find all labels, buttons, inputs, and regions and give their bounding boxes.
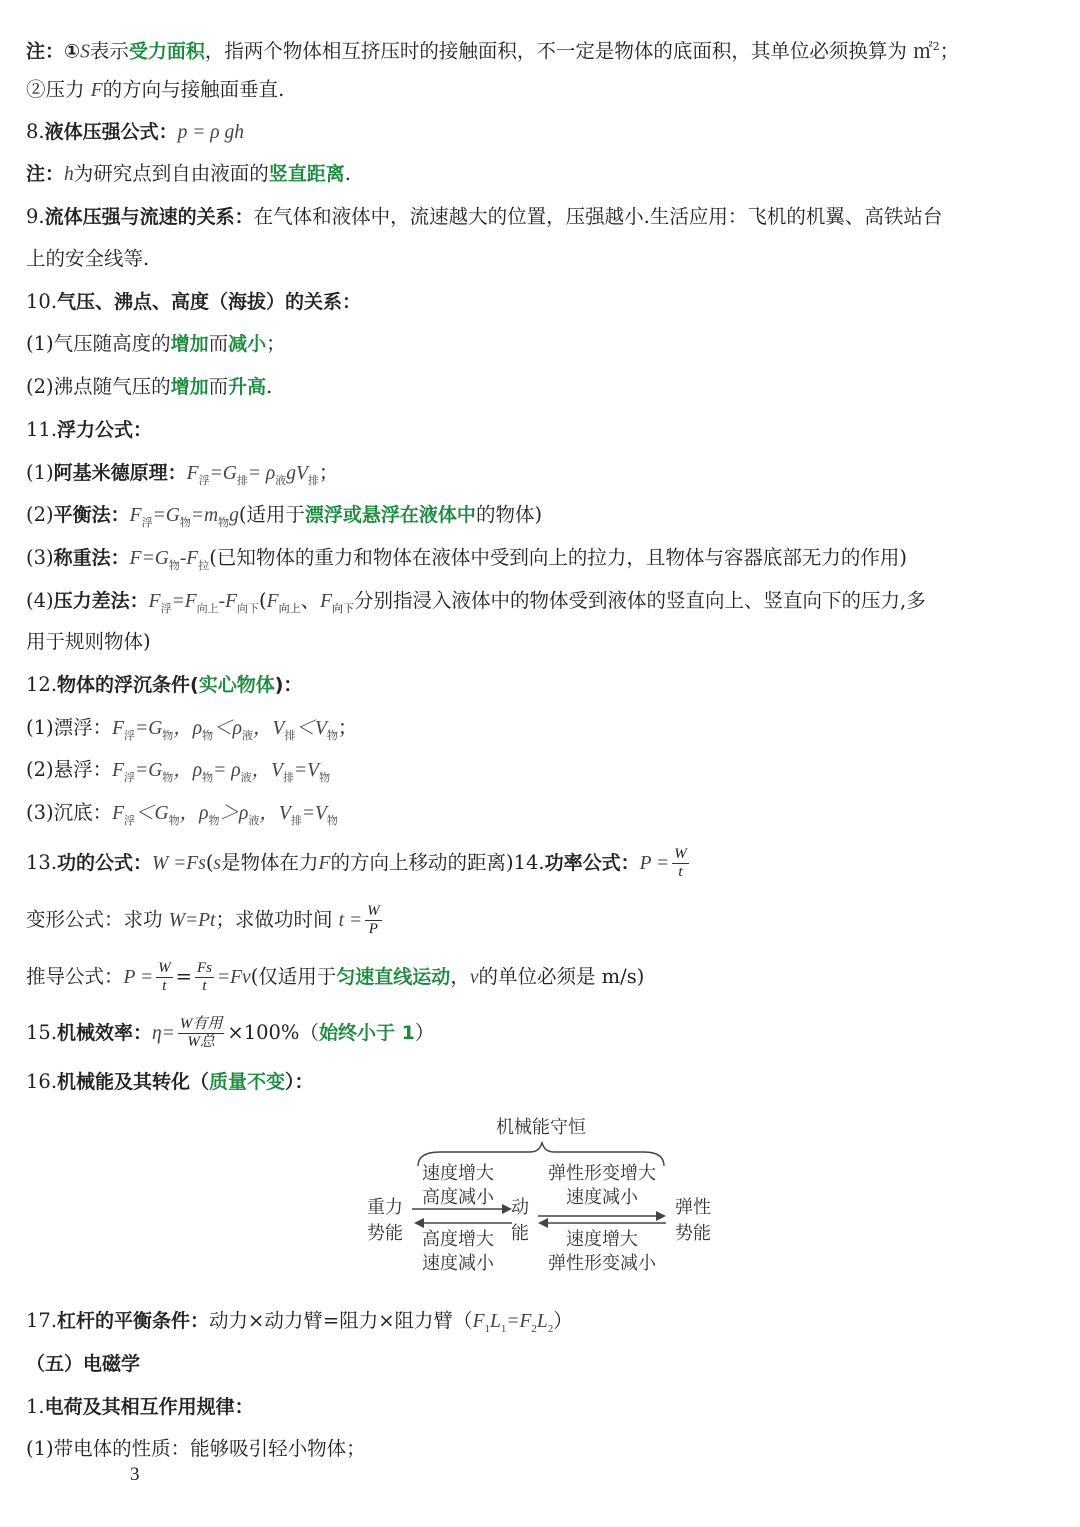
item-11 xyxy=(26,416,1058,444)
formula: gV xyxy=(286,463,308,484)
numerator: W有用 xyxy=(179,1016,223,1032)
text: 推导公式： xyxy=(26,965,124,988)
item-10-1 xyxy=(26,330,1058,358)
text: 的方向上移动的距离)14. xyxy=(330,851,545,874)
subscript: 物 xyxy=(162,729,174,742)
subscript: 向下 xyxy=(237,602,260,615)
label-a1: 速度增大 xyxy=(422,1163,494,1184)
text: (1)气压随高度的 xyxy=(26,332,171,355)
item-11-2 xyxy=(26,501,1058,537)
fraction-fs-over-t xyxy=(195,960,214,995)
subscript: 2 xyxy=(547,1322,554,1335)
subscript: 排 xyxy=(236,474,248,487)
item-heading: 机械效率： xyxy=(57,1022,153,1044)
fraction-w-over-t-2 xyxy=(156,960,173,995)
subscript: 浮 xyxy=(160,602,172,615)
subscript: 向上 xyxy=(278,601,301,615)
text: 分别指浸入液体中的物体受到液体的竖直向上、竖直向下的压力,多 xyxy=(354,589,926,612)
denominator: W总 xyxy=(187,1034,215,1050)
subscript: 1 xyxy=(500,1322,507,1335)
text: 、 xyxy=(300,589,321,612)
section-heading xyxy=(26,1350,1058,1378)
formula: F xyxy=(112,803,125,824)
numerator: W xyxy=(367,903,380,919)
power-derivation-line xyxy=(26,960,1058,995)
text: (已知物体的重力和物体在液体中受到向上的拉力，且物体与容器底部无力的作用) xyxy=(209,546,907,569)
text: ； xyxy=(318,461,339,484)
text: 用于规则物体) xyxy=(26,630,151,653)
item-number: 11. xyxy=(26,418,58,441)
item-12 xyxy=(26,671,1058,699)
text: (2)沸点随气压的 xyxy=(26,375,171,398)
formula: ＜V xyxy=(295,718,327,739)
note-label: 注： xyxy=(26,163,65,185)
numerator: W xyxy=(158,960,171,976)
label-c1: 弹性形变增大 xyxy=(548,1163,656,1184)
label-a2: 高度减小 xyxy=(422,1187,494,1208)
formula: =G xyxy=(209,463,237,484)
node-kinetic-1: 动 xyxy=(511,1197,529,1218)
text: 的方向与接触面垂直. xyxy=(102,78,285,101)
item-heading: ）： xyxy=(285,1071,314,1093)
formula: ，V xyxy=(259,803,291,824)
item-heading: 流体压强与流速的关系： xyxy=(44,206,254,228)
text: ；求做功时间 xyxy=(215,908,333,931)
text: (适用于 xyxy=(238,503,305,526)
energy-conversion-diagram xyxy=(360,1112,720,1292)
subscript: 液 xyxy=(248,814,260,827)
highlight: 升高 xyxy=(228,376,267,398)
formula: p = ρ gh xyxy=(177,122,245,143)
label-d2: 弹性形变减小 xyxy=(548,1253,656,1274)
text: (3)沉底： xyxy=(26,801,113,824)
formula: v xyxy=(469,967,479,988)
item-heading: 功的公式： xyxy=(57,852,153,874)
formula: ，ρ xyxy=(173,718,203,739)
note-force-line xyxy=(26,76,1058,104)
text: ( xyxy=(259,589,267,612)
denominator: t xyxy=(678,864,683,880)
item-heading: 浮力公式： xyxy=(57,419,153,441)
formula: W =Fs xyxy=(152,853,206,874)
item-10-2 xyxy=(26,373,1058,401)
numerator: W xyxy=(674,846,687,862)
sub-heading: 压力差法： xyxy=(53,590,149,612)
text: = xyxy=(175,965,192,988)
formula: =m xyxy=(190,505,219,526)
text: ； xyxy=(939,39,960,63)
numerator: Fs xyxy=(196,960,212,976)
formula: η= xyxy=(152,1023,175,1044)
node-elastic-2: 势能 xyxy=(675,1223,711,1244)
arrow-head-left-1 xyxy=(414,1218,424,1228)
highlight: 始终小于 1 xyxy=(318,1022,415,1044)
formula: L xyxy=(489,1311,501,1332)
diagram-title: 机械能守恒 xyxy=(496,1117,586,1138)
subscript: 物 xyxy=(326,729,338,742)
text: 在气体和液体中，流速越大的位置，压强越小.生活应用：飞机的机翼、高铁站台 xyxy=(253,205,943,228)
text: 是物体在力 xyxy=(221,851,319,874)
subscript: 浮 xyxy=(124,771,136,784)
formula: =G xyxy=(152,505,180,526)
formula: F xyxy=(129,505,142,526)
highlight: 竖直距离 xyxy=(268,163,345,185)
denominator: t xyxy=(202,978,207,994)
formula: =G xyxy=(135,718,163,739)
formula: ，ρ xyxy=(173,760,203,781)
formula: ＞ρ xyxy=(219,803,249,824)
em-item-1-1 xyxy=(26,1435,1058,1462)
item-17 xyxy=(26,1307,1058,1343)
item-heading: 机械能及其转化（ xyxy=(57,1071,210,1093)
formula: F xyxy=(266,591,279,612)
subscript: 排 xyxy=(284,729,296,742)
item-heading: )： xyxy=(274,674,303,696)
formula: ，ρ xyxy=(179,803,209,824)
subscript: 物 xyxy=(202,729,214,742)
formula: F xyxy=(148,591,161,612)
subscript: 向下 xyxy=(332,601,355,615)
sub-heading: 阿基米德原理： xyxy=(53,462,187,484)
em-item-1 xyxy=(26,1393,1058,1421)
formula: F xyxy=(318,853,331,874)
item-number: 9. xyxy=(26,205,45,228)
text: 的单位必须是 m/s) xyxy=(478,965,645,988)
item-number: 15. xyxy=(26,1021,58,1044)
item-number: 13. xyxy=(26,851,58,874)
item-15 xyxy=(26,1016,1058,1051)
fraction-w-over-p xyxy=(365,903,382,938)
label-b2: 速度减小 xyxy=(422,1253,494,1274)
note-area-line: 注：①S表示受力面积，指两个物体相互挤压时的接触面积，不一定是物体的底面积，其单位必须换算为 ㎡$^2$； xyxy=(26,39,960,63)
text: (2)悬浮： xyxy=(26,758,113,781)
formula: ＜G xyxy=(135,803,169,824)
highlight: 质量不变 xyxy=(209,1071,286,1093)
formula: L xyxy=(536,1311,548,1332)
item-heading: 电荷及其相互作用规律： xyxy=(44,1396,254,1418)
subscript: 物 xyxy=(326,814,338,827)
subscript: 物 xyxy=(162,771,174,784)
text: 表示 xyxy=(89,39,129,63)
subscript: 浮 xyxy=(198,474,210,487)
item-heading: 功率公式： xyxy=(544,852,640,874)
formula: F xyxy=(186,463,199,484)
node-gravity-2: 势能 xyxy=(367,1223,403,1244)
highlight: 增加 xyxy=(170,376,209,398)
formula: ，V xyxy=(251,760,283,781)
text: 上的安全线等. xyxy=(26,247,150,270)
section-title: （五）电磁学 xyxy=(26,1353,141,1375)
subscript: 物 xyxy=(208,814,220,827)
subscript: 排 xyxy=(307,474,319,487)
highlight: 漂浮或悬浮在液体中 xyxy=(304,504,476,526)
text: 动力×动力臂=阻力×阻力臂（ xyxy=(209,1309,473,1332)
subscript: 物 xyxy=(179,516,191,529)
label-b1: 高度增大 xyxy=(422,1229,494,1250)
formula: ＜ρ xyxy=(213,718,243,739)
formula: P = xyxy=(123,967,154,988)
text: 变形公式：求功 xyxy=(26,908,163,931)
node-gravity-1: 重力 xyxy=(367,1197,403,1218)
formula: = ρ xyxy=(247,463,276,484)
text: ； xyxy=(337,716,358,739)
subscript: 排 xyxy=(283,771,294,784)
subscript: 物 xyxy=(168,559,180,572)
item-number: 8. xyxy=(26,120,45,143)
text: 的物体) xyxy=(475,503,543,526)
text: ， xyxy=(450,965,470,988)
text: (2) xyxy=(26,503,54,526)
text: ； xyxy=(266,332,286,355)
fraction-efficiency xyxy=(178,1016,225,1051)
subscript: 液 xyxy=(240,771,252,784)
var-h: h xyxy=(64,164,74,185)
subscript: 物 xyxy=(218,516,230,529)
text: (1)带电体的性质：能够吸引轻小物体； xyxy=(26,1437,366,1460)
highlight: 受力面积 xyxy=(128,40,205,63)
var-s: S xyxy=(80,41,90,63)
text: 为研究点到自由液面的 xyxy=(73,162,269,185)
label-c2: 速度减小 xyxy=(566,1187,638,1208)
item-heading: 液体压强公式： xyxy=(44,121,178,143)
subscript: 浮 xyxy=(124,729,136,742)
formula: t = xyxy=(338,910,363,931)
node-elastic-1: 弹性 xyxy=(675,1197,711,1218)
text: . xyxy=(344,162,351,185)
item-12-3 xyxy=(26,799,1058,835)
text: ×100%（ xyxy=(227,1021,319,1044)
formula: F xyxy=(472,1311,485,1332)
formula: F xyxy=(112,760,125,781)
text: (仅适用于 xyxy=(250,965,337,988)
formula: =G xyxy=(141,548,169,569)
item-number: 17. xyxy=(26,1309,58,1332)
formula: =V xyxy=(294,760,320,781)
sub-heading: 平衡法： xyxy=(53,504,130,526)
subscript: 液 xyxy=(275,474,287,487)
denominator: t xyxy=(162,978,167,994)
item-9-cont xyxy=(26,245,1058,272)
formula: =F xyxy=(506,1311,532,1332)
subscript: 浮 xyxy=(141,516,153,529)
text: (1)漂浮： xyxy=(26,716,113,739)
formula: F xyxy=(129,548,142,569)
formula: s xyxy=(213,853,222,874)
item-11-1 xyxy=(26,459,1058,495)
formula: =V xyxy=(301,803,327,824)
subscript: 物 xyxy=(168,814,180,827)
item-8 xyxy=(26,118,1058,146)
var-f: F xyxy=(90,80,103,101)
subscript: 2 xyxy=(531,1322,537,1335)
subscript: 拉 xyxy=(198,559,210,572)
item-number: 1. xyxy=(26,1395,45,1418)
subscript: 向上 xyxy=(196,602,219,615)
text: (3) xyxy=(26,546,54,569)
fraction-w-over-t xyxy=(672,846,689,881)
formula: =F xyxy=(171,591,197,612)
text: . xyxy=(266,375,273,398)
highlight: 实心物体 xyxy=(198,674,275,696)
highlight: 增加 xyxy=(170,333,209,355)
subscript: 排 xyxy=(290,814,302,827)
formula: W=Pt xyxy=(168,910,216,931)
note-depth-line xyxy=(26,160,1058,188)
text: ） xyxy=(553,1309,573,1332)
formula: F xyxy=(320,591,333,612)
subscript: 浮 xyxy=(124,814,136,827)
sub-heading: 称重法： xyxy=(53,547,130,569)
highlight: 匀速直线运动 xyxy=(336,966,451,988)
item-10 xyxy=(26,288,1058,316)
item-12-1 xyxy=(26,714,1058,750)
node-kinetic-2: 能 xyxy=(511,1223,529,1244)
item-9 xyxy=(26,203,1058,231)
item-number: 10. xyxy=(26,290,58,313)
subscript: 液 xyxy=(242,729,254,742)
item-11-3 xyxy=(26,544,1058,580)
text: (4) xyxy=(26,589,54,612)
item-13-14 xyxy=(26,846,1058,881)
page-number: 3 xyxy=(130,1464,140,1485)
item-16 xyxy=(26,1068,1058,1096)
formula: =Fv xyxy=(216,967,251,988)
text: 而 xyxy=(208,332,229,355)
formula: g xyxy=(229,505,239,526)
label-d1: 速度增大 xyxy=(566,1229,638,1250)
subscript: 物 xyxy=(202,771,214,784)
formula: =G xyxy=(135,760,163,781)
formula: -F xyxy=(218,591,238,612)
text: ，指两个物体相互挤压时的接触面积，不一定是物体的底面积，其单位必须换算为 ㎡ xyxy=(204,39,933,63)
arrow-head-left-2 xyxy=(538,1218,548,1228)
text: 而 xyxy=(208,375,229,398)
text: ②压力 xyxy=(26,78,85,101)
text: ( xyxy=(205,851,214,874)
formula: = ρ xyxy=(213,760,241,781)
subscript: 物 xyxy=(319,771,331,784)
note-label: 注：① xyxy=(26,40,81,63)
text: (1) xyxy=(26,461,54,484)
item-heading: 物体的浮沉条件( xyxy=(57,674,199,696)
arrow-head-right-2 xyxy=(656,1211,666,1221)
highlight: 减小 xyxy=(228,333,267,355)
item-number: 16. xyxy=(26,1070,58,1093)
item-11-4 xyxy=(26,587,1058,623)
formula: F xyxy=(112,718,125,739)
text: ） xyxy=(414,1021,435,1044)
derived-formula-line xyxy=(26,903,1058,938)
formula: ，V xyxy=(253,718,285,739)
item-11-4-cont xyxy=(26,628,1058,655)
item-12-2 xyxy=(26,756,1058,792)
formula: P = xyxy=(639,853,670,874)
denominator: P xyxy=(368,921,378,937)
item-number: 12. xyxy=(26,673,58,696)
item-heading: 杠杆的平衡条件： xyxy=(57,1310,210,1332)
formula: -F xyxy=(179,548,199,569)
subscript: 1 xyxy=(484,1322,490,1335)
item-heading: 气压、沸点、高度（海拔）的关系： xyxy=(57,291,362,313)
